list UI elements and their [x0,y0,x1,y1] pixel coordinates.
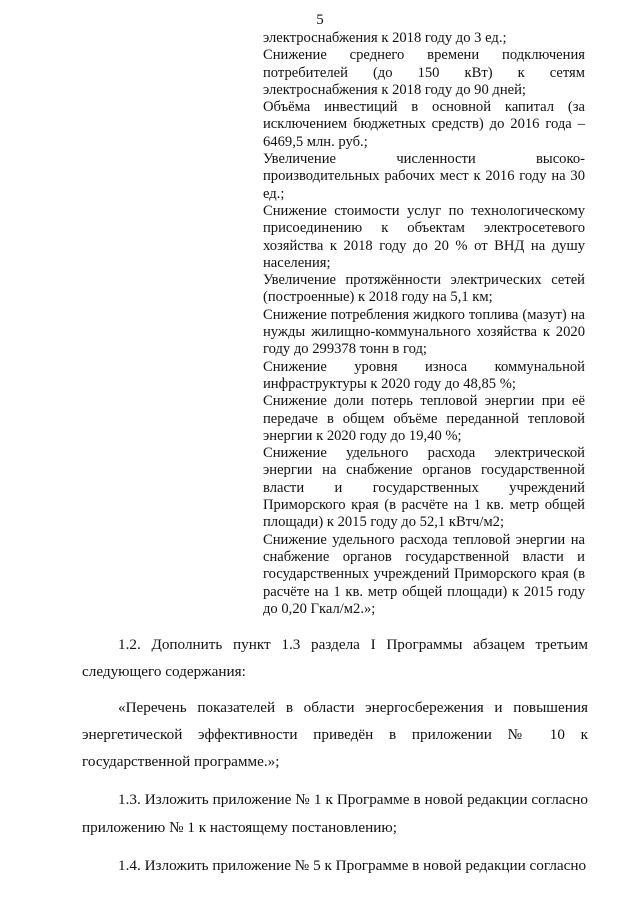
indicator-item: Увеличение численности высоко-производительных рабочих мест к 2016 году на 30 ед.; [263,151,585,202]
page-number: 5 [316,12,324,28]
paragraph-1-2: 1.2. Дополнить пункт 1.3 раздела I Программы абзацем третьим следующего содержания: [82,636,588,681]
paragraph-1-3: 1.3. Изложить приложение № 1 к Программе в новой редакции согласно приложению № 1 к настоящему постановлению; [82,791,588,836]
indicator-item: Снижение удельного расхода электрической энергии на снабжение органов государственной власти и государственных учреждений Приморского края (в расчёте на 1 кв. метр общей площади) к 2015 году до 52,1 кВтч/м2; [263,445,585,531]
indicators-list [263,30,585,618]
paragraph-1-4: 1.4. Изложить приложение № 5 к Программе в новой редакции согласно [118,856,587,874]
indicator-item: Снижение удельного расхода тепловой энергии на снабжение органов государственной власти и государственных учреждений Приморского края (в расчёте на 1 кв. метр общей площади) к 2015 году до 0,20 Гкал/м2.»; [263,531,585,617]
indicator-item: Снижение потребления жидкого топлива (мазут) на нужды жилищно-коммунального хозяйства к 2020 году до 299378 тонн в год; [263,306,585,358]
indicator-item: Снижение доли потерь тепловой энергии при её передаче в общем объёме переданной тепловой энергии к 2020 году до 19,40 %; [263,393,585,444]
indicator-item: Объёма инвестиций в основной капитал (за исключением бюджетных средств) до 2016 года – 6469,5 млн. руб.; [263,99,585,150]
indicator-item: электроснабжения к 2018 году до 3 ед.; [263,30,507,46]
paragraph-quote: «Перечень показателей в области энергосбережения и повышения энергетической эффективности приведён в приложении № 10 к государственной программе.»; [82,699,588,771]
body-text [82,631,588,879]
indicator-item: Увеличение протяжённости электрических сетей (построенные) к 2018 году на 5,1 км; [263,272,585,306]
indicator-item: Снижение стоимости услуг по технологическому присоединению к объектам электросетевого хозяйства к 2018 году до 20 % от ВНД на душу населения; [263,202,585,271]
indicator-item: Снижение уровня износа коммунальной инфраструктуры к 2020 году до 48,85 %; [263,358,585,392]
indicator-item: Снижение среднего времени подключения потребителей (до 150 кВт) к сетям электроснабжения к 2018 году до 90 дней; [263,47,585,98]
